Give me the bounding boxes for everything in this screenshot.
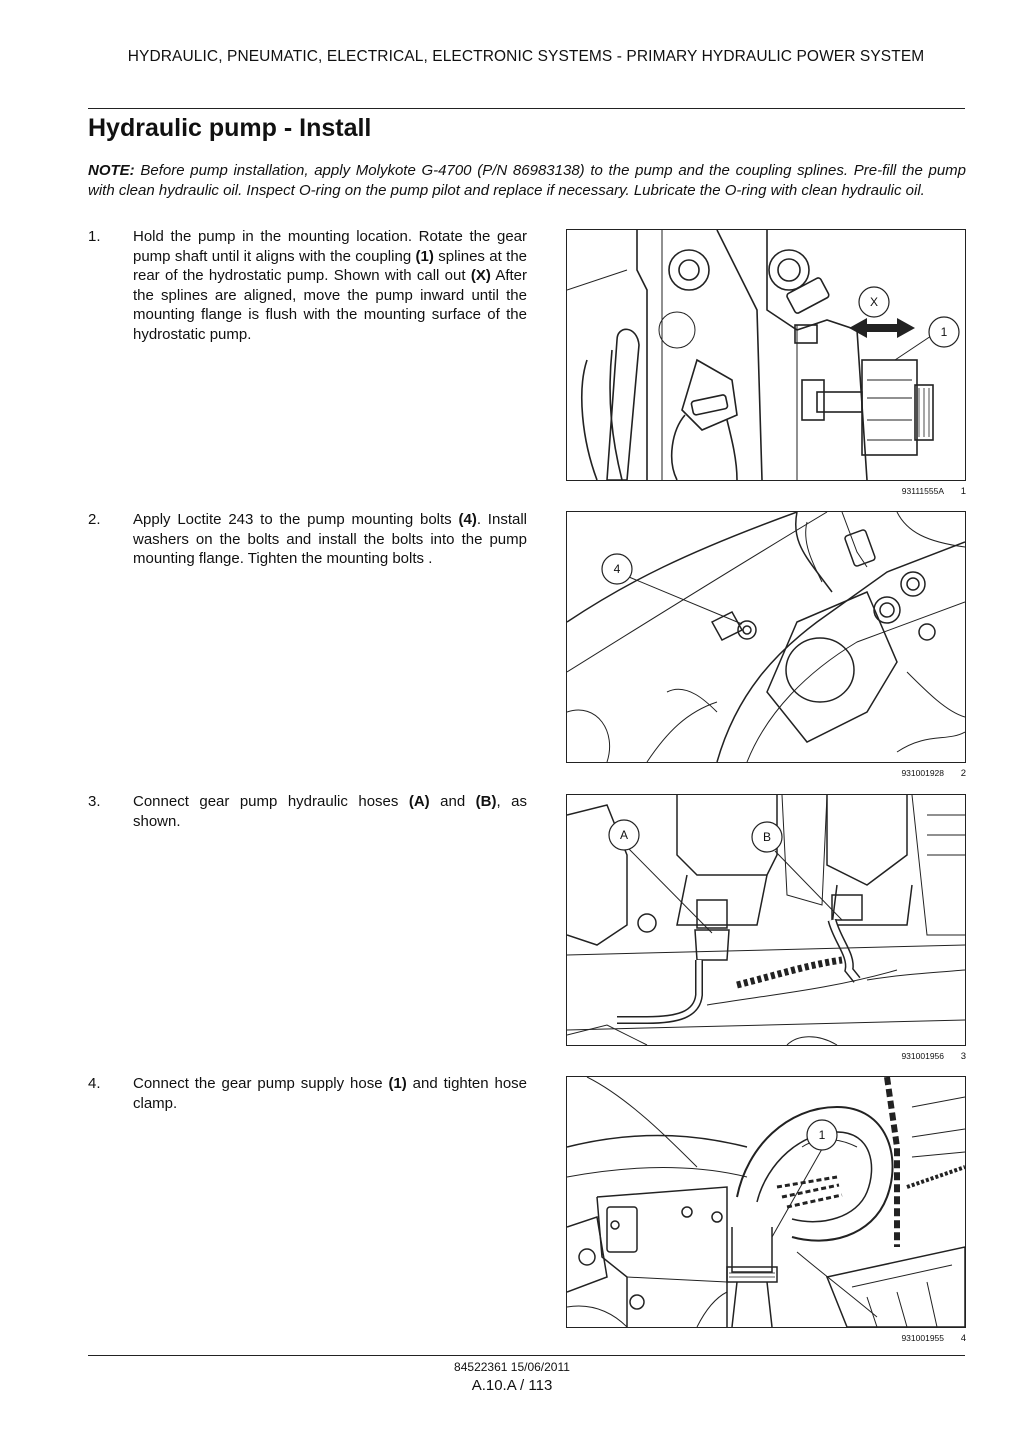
figure-3-drawing bbox=[567, 795, 965, 1045]
callout-ref-x: (X) bbox=[470, 267, 491, 284]
figure-1-pump-coupling bbox=[566, 229, 966, 481]
step-text bbox=[133, 1074, 527, 1113]
step-text-part: Apply Loctite 243 to the pump mounting bolts bbox=[133, 511, 459, 528]
step-number: 4. bbox=[88, 1075, 101, 1092]
step-text-part: After the splines are aligned, move the pump inward until the mounting flange is flush with the mounting surface of the hydrostatic pump. bbox=[133, 267, 527, 343]
note-text: Before pump installation, apply Molykote G-4700 (P/N 86983138) to the pump and the coupling splines. Pre-fill the pump with clean hydraulic oil. Inspect O-ring on the pump pilot and replace if necessary. Lubricate the O-ring with clean hydraulic oil. bbox=[88, 162, 966, 199]
step-number: 3. bbox=[88, 793, 101, 810]
callout-b bbox=[752, 822, 782, 852]
page-title: Hydraulic pump - Install bbox=[88, 114, 372, 142]
step-text-part: splines at the rear of the hydrostatic pump. Shown with call out bbox=[133, 247, 528, 284]
figure-number: 2 bbox=[960, 768, 966, 779]
figure-1-caption bbox=[566, 486, 966, 497]
running-header: HYDRAULIC, PNEUMATIC, ELECTRICAL, ELECTRONIC SYSTEMS - PRIMARY HYDRAULIC POWER SYSTEM bbox=[127, 48, 925, 65]
figure-4-drawing bbox=[567, 1077, 965, 1327]
callout-label: B bbox=[762, 830, 772, 844]
callout-1 bbox=[807, 1120, 837, 1150]
step-text-part: and tighten hose clamp. bbox=[133, 1075, 528, 1112]
step-text bbox=[133, 792, 527, 831]
note-label: NOTE: bbox=[88, 162, 135, 179]
figure-3-hydraulic-hoses bbox=[566, 794, 966, 1046]
figure-4-caption bbox=[566, 1333, 966, 1344]
callout-label: A bbox=[619, 828, 629, 842]
figure-code: 931001928 bbox=[901, 768, 944, 778]
callout-ref-a: (A) bbox=[408, 793, 430, 810]
callout-ref-1: (1) bbox=[388, 1075, 407, 1092]
step-text-part: Hold the pump in the mounting location. Rotate the gear pump shaft until it aligns with the coupling bbox=[133, 228, 527, 265]
callout-a bbox=[609, 820, 639, 850]
callout-ref-b: (B) bbox=[475, 793, 497, 810]
callout-label: X bbox=[869, 295, 879, 309]
figure-1-drawing bbox=[567, 230, 965, 480]
step-text-part: and bbox=[429, 793, 476, 810]
figure-4-supply-hose bbox=[566, 1076, 966, 1328]
document-id: 84522361 15/06/2011 bbox=[454, 1360, 570, 1374]
step-number: 1. bbox=[88, 228, 101, 245]
header-rule bbox=[88, 108, 965, 109]
callout-label: 1 bbox=[818, 1128, 826, 1142]
callout-ref-4: (4) bbox=[458, 511, 477, 528]
figure-3-caption bbox=[566, 1051, 966, 1062]
callout-ref-1: (1) bbox=[415, 247, 434, 265]
step-text-part: Connect gear pump hydraulic hoses bbox=[133, 793, 409, 810]
figure-code: 931001956 bbox=[901, 1051, 944, 1061]
step-text bbox=[133, 510, 527, 569]
callout-label: 1 bbox=[940, 325, 948, 339]
step-text-part: . Install washers on the bolts and install the bolts into the pump mounting flange. Tighten the mounting bolts . bbox=[133, 511, 527, 567]
note-paragraph bbox=[88, 161, 966, 200]
callout-1 bbox=[929, 317, 959, 347]
footer-rule bbox=[88, 1355, 965, 1356]
figure-2-mounting-bolts bbox=[566, 511, 966, 763]
figure-code: 931001955 bbox=[901, 1333, 944, 1343]
figure-number: 1 bbox=[960, 486, 966, 497]
figure-number: 3 bbox=[960, 1051, 966, 1062]
step-text bbox=[133, 227, 527, 344]
figure-number: 4 bbox=[960, 1333, 966, 1344]
callout-4 bbox=[602, 554, 632, 584]
step-number: 2. bbox=[88, 511, 101, 528]
figure-2-caption bbox=[566, 768, 966, 779]
callout-x bbox=[859, 287, 889, 317]
callout-label: 4 bbox=[613, 562, 621, 576]
figure-2-drawing bbox=[567, 512, 965, 762]
page-number: A.10.A / 113 bbox=[471, 1377, 553, 1394]
figure-code: 93111555A bbox=[901, 486, 944, 496]
step-text-part: Connect the gear pump supply hose bbox=[133, 1075, 389, 1092]
step-text-part: , as shown. bbox=[133, 793, 527, 830]
